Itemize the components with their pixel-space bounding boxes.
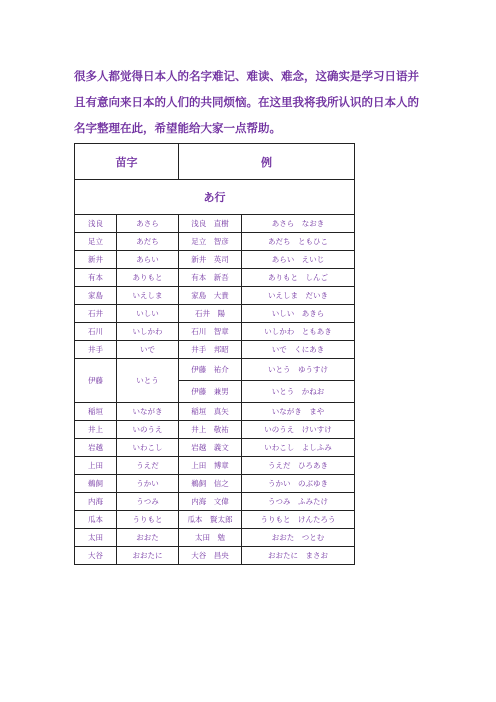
example-name-cell: 石川 智章 (179, 323, 242, 341)
section-header: あ行 (75, 180, 355, 215)
surname-cell: 内海 (75, 493, 117, 511)
example-reading-cell: うりもと けんたろう (242, 511, 355, 529)
surname-cell: 瓜本 (75, 511, 117, 529)
example-reading-cell: いで くにあき (242, 341, 355, 359)
surname-reading-cell: いえしま (117, 287, 179, 305)
example-reading-cell: いとう ゆうすけ (242, 359, 355, 381)
surname-reading-cell: うかい (117, 475, 179, 493)
table-row (75, 251, 355, 269)
table-row (75, 439, 355, 457)
surname-cell: 石井 (75, 305, 117, 323)
example-name-cell: 井上 敬祐 (179, 421, 242, 439)
surname-reading-cell: あだち (117, 233, 179, 251)
surname-reading-cell: おおたに (117, 547, 179, 565)
surname-reading-cell: うりもと (117, 511, 179, 529)
example-reading-cell: いのうえ けいすけ (242, 421, 355, 439)
surname-cell: 稲垣 (75, 403, 117, 421)
surname-reading-cell: いわこし (117, 439, 179, 457)
surname-reading-cell: いしい (117, 305, 179, 323)
example-reading-cell: いながき まや (242, 403, 355, 421)
example-reading-cell: うかい のぶゆき (242, 475, 355, 493)
example-reading-cell: おおた つとむ (242, 529, 355, 547)
table-row (75, 305, 355, 323)
example-name-cell: 岩越 義文 (179, 439, 242, 457)
intro-paragraph: 很多人都觉得日本人的名字难记、难读、难念，这确实是学习日语并且有意向来日本的人们的共同烦恼。在这里我将我所认识的日本人的名字整理在此，希望能给大家一点帮助。 (74, 69, 419, 135)
example-reading-cell: あらい えいじ (242, 251, 355, 269)
example-reading-cell: いしい あきら (242, 305, 355, 323)
example-reading-cell: いわこし よしふみ (242, 439, 355, 457)
example-name-cell: 上田 博章 (179, 457, 242, 475)
surname-reading-cell: いしかわ (117, 323, 179, 341)
example-name-cell: 伊藤 祐介 (179, 359, 242, 381)
surname-cell: 岩越 (75, 439, 117, 457)
example-name-cell: 瓜本 賢太郎 (179, 511, 242, 529)
surname-cell: 大谷 (75, 547, 117, 565)
surname-reading-cell: あらい (117, 251, 179, 269)
surname-cell: 井上 (75, 421, 117, 439)
surname-cell: 新井 (75, 251, 117, 269)
table-row (75, 359, 355, 381)
table-row (75, 475, 355, 493)
table-row (75, 287, 355, 305)
example-reading-cell: あさら なおき (242, 215, 355, 233)
header-example: 例 (179, 144, 355, 180)
table-row (75, 529, 355, 547)
surname-cell: 有本 (75, 269, 117, 287)
example-name-cell: 新井 英司 (179, 251, 242, 269)
example-reading-cell: いしかわ ともあき (242, 323, 355, 341)
name-table (74, 143, 355, 565)
table-row (75, 457, 355, 475)
example-name-cell: 浅良 直樹 (179, 215, 242, 233)
surname-cell: 浅良 (75, 215, 117, 233)
surname-reading-cell: うえだ (117, 457, 179, 475)
table-row (75, 493, 355, 511)
table-row (75, 403, 355, 421)
surname-cell: 伊藤 (75, 359, 117, 403)
example-name-cell: 鵜飼 信之 (179, 475, 242, 493)
example-name-cell: 足立 智彦 (179, 233, 242, 251)
surname-reading-cell: いのうえ (117, 421, 179, 439)
surname-reading-cell: あさら (117, 215, 179, 233)
table-row (75, 341, 355, 359)
surname-cell: 鵜飼 (75, 475, 117, 493)
table-row (75, 269, 355, 287)
example-name-cell: 家島 大貴 (179, 287, 242, 305)
table-row (75, 421, 355, 439)
example-name-cell: 有本 新吾 (179, 269, 242, 287)
example-name-cell: 稲垣 真矢 (179, 403, 242, 421)
table-row (75, 547, 355, 565)
example-reading-cell: うつみ ふみたけ (242, 493, 355, 511)
example-reading-cell: あだち ともひこ (242, 233, 355, 251)
surname-cell: 石川 (75, 323, 117, 341)
table-row (75, 511, 355, 529)
surname-cell: 太田 (75, 529, 117, 547)
surname-cell: 上田 (75, 457, 117, 475)
example-reading-cell: おおたに まさお (242, 547, 355, 565)
surname-cell: 足立 (75, 233, 117, 251)
example-reading-cell: いえしま だいき (242, 287, 355, 305)
example-name-cell: 太田 勉 (179, 529, 242, 547)
example-name-cell: 井手 邦昭 (179, 341, 242, 359)
example-reading-cell: うえだ ひろあき (242, 457, 355, 475)
surname-reading-cell: ありもと (117, 269, 179, 287)
surname-reading-cell: いとう (117, 359, 179, 403)
surname-reading-cell: いながき (117, 403, 179, 421)
example-name-cell: 石井 陽 (179, 305, 242, 323)
example-name-cell: 伊藤 兼男 (179, 381, 242, 403)
example-reading-cell: ありもと しんご (242, 269, 355, 287)
surname-reading-cell: いで (117, 341, 179, 359)
example-name-cell: 内海 文偉 (179, 493, 242, 511)
surname-cell: 井手 (75, 341, 117, 359)
example-reading-cell: いとう かねお (242, 381, 355, 403)
table-row (75, 215, 355, 233)
table-row (75, 323, 355, 341)
header-surname: 苗字 (75, 144, 179, 180)
example-name-cell: 大谷 昌央 (179, 547, 242, 565)
table-row (75, 233, 355, 251)
surname-cell: 家島 (75, 287, 117, 305)
surname-reading-cell: おおた (117, 529, 179, 547)
surname-reading-cell: うつみ (117, 493, 179, 511)
